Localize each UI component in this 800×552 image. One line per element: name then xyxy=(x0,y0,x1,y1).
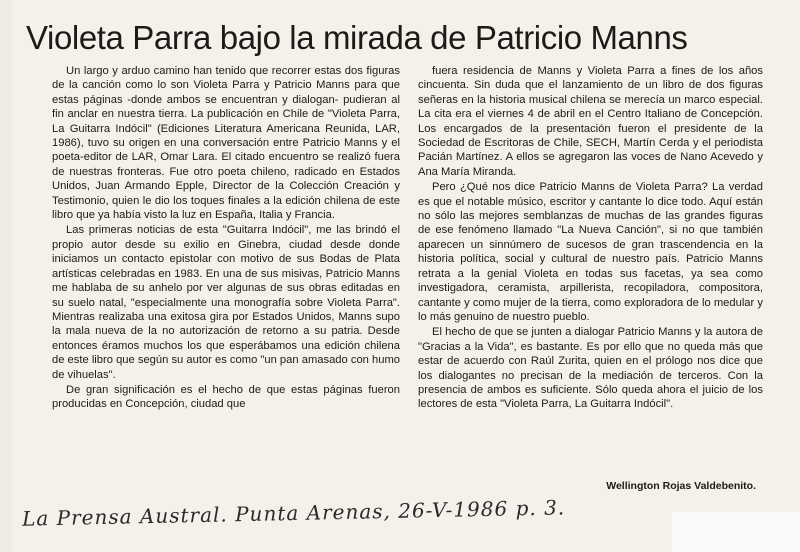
paragraph: fuera residencia de Manns y Violeta Parra a fines de los años cincuenta. Sin duda que el lanzamiento de un libro de dos figuras señeras en la historia musical chilena se merecía un marco especial. La cita era el viernes 4 de abril en el Centro Italiano de Concepción. Los encargados de la presentación fueron el presidente de la Sociedad de Escritoras de Chile, SECH, Martín Cerda y el periodista Pacián Martínez. A ellos se agregaron las voces de Nano Acevedo y Ana María Miranda. xyxy=(418,65,763,178)
paragraph: El hecho de que se junten a dialogar Patricio Manns y la autora de "Gracias a la Vida", es bastante. Es por ello que no queda más que estar de acuerdo con Raúl Zurita, quien en el prólogo nos dice que los dialogantes no precisan de la mediación de terceros. Con la presencia de ambos es suficiente. Sólo queda ahora el juicio de los lectores de esta "Violeta Parra, La Guitarra Indócil". xyxy=(418,326,763,411)
paragraph: Las primeras noticias de esta "Guitarra Indócil", me las brindó el propio autor desde su exilio en Ginebra, ciudad desde donde iniciamos un contacto epistolar con motivo de sus Bodas de Plata artísticas celebradas en 1983. En una de sus misivas, Patricio Manns me hablaba de su anhelo por ver algunas de sus obras editadas en su suelo natal, "especialmente una monografía sobre Violeta Parra". Mientras realizaba una exitosa gira por Estados Unidos, Manns supo la mala nueva de la no autorización de retorno a su patria. Desde entonces éramos muchos los que esperábamos una edición chilena de este libro que según su autor es como "un pan amasado con humo de vihuelas". xyxy=(52,224,400,381)
left-column xyxy=(52,64,400,412)
paragraph: De gran significación es el hecho de que estas páginas fueron producidas en Concepción, ciudad que xyxy=(52,383,400,411)
blank-corner xyxy=(672,512,800,552)
handwritten-source-note: La Prensa Austral. Punta Arenas, 26-V-1986 p. 3. xyxy=(21,495,566,531)
paragraph: Un largo y arduo camino han tenido que recorrer estas dos figuras de la canción como lo son Violeta Parra y Patricio Manns para que estas páginas -donde ambos se encuentran y dialogan- pudieran al fin anclar en nuestra tierra. La publicación en Chile de "Violeta Parra, La Guitarra Indócil" (Ediciones Literatura Americana Reunida, LAR, 1986), tuvo su origen en una conversación entre Patricio Manns y el poeta-editor de LAR, Omar Lara. El citado encuentro se realizó fuera de nuestras fronteras. Fue otro poeta chileno, radicado en Estados Unidos, Juan Armando Epple, Director de la Colección Creación y Testimonio, quien le dio los toques finales a la edición chilena de este libro que ya había visto la luz en España, Italia y Francia. xyxy=(52,65,400,222)
article-headline: Violeta Parra bajo la mirada de Patricio Manns xyxy=(26,19,688,56)
paragraph: Pero ¿Qué nos dice Patricio Manns de Violeta Parra? La verdad es que el notable músico, escritor y cantante lo dice todo. Aquí están no sólo las mejores semblanzas de muchas de las grandes figuras de ese fenómeno llamado "La Nueva Canción", si no que también aparecen un sinnúmero de sucesos de gran trascendencia en la historia política, social y cultural de nuestro país. Patricio Manns retrata a la genial Violeta en todas sus facetas, ya sea como investigadora, ceramista, arpillerista, recopiladora, compositora, cantante y como mujer de la tierra, como exploradora de lo medular y lo más genuino de nuestro pueblo. xyxy=(418,181,763,323)
scan-edge xyxy=(0,0,12,552)
right-column xyxy=(418,64,763,412)
author-byline: Wellington Rojas Valdebenito. xyxy=(606,480,756,492)
